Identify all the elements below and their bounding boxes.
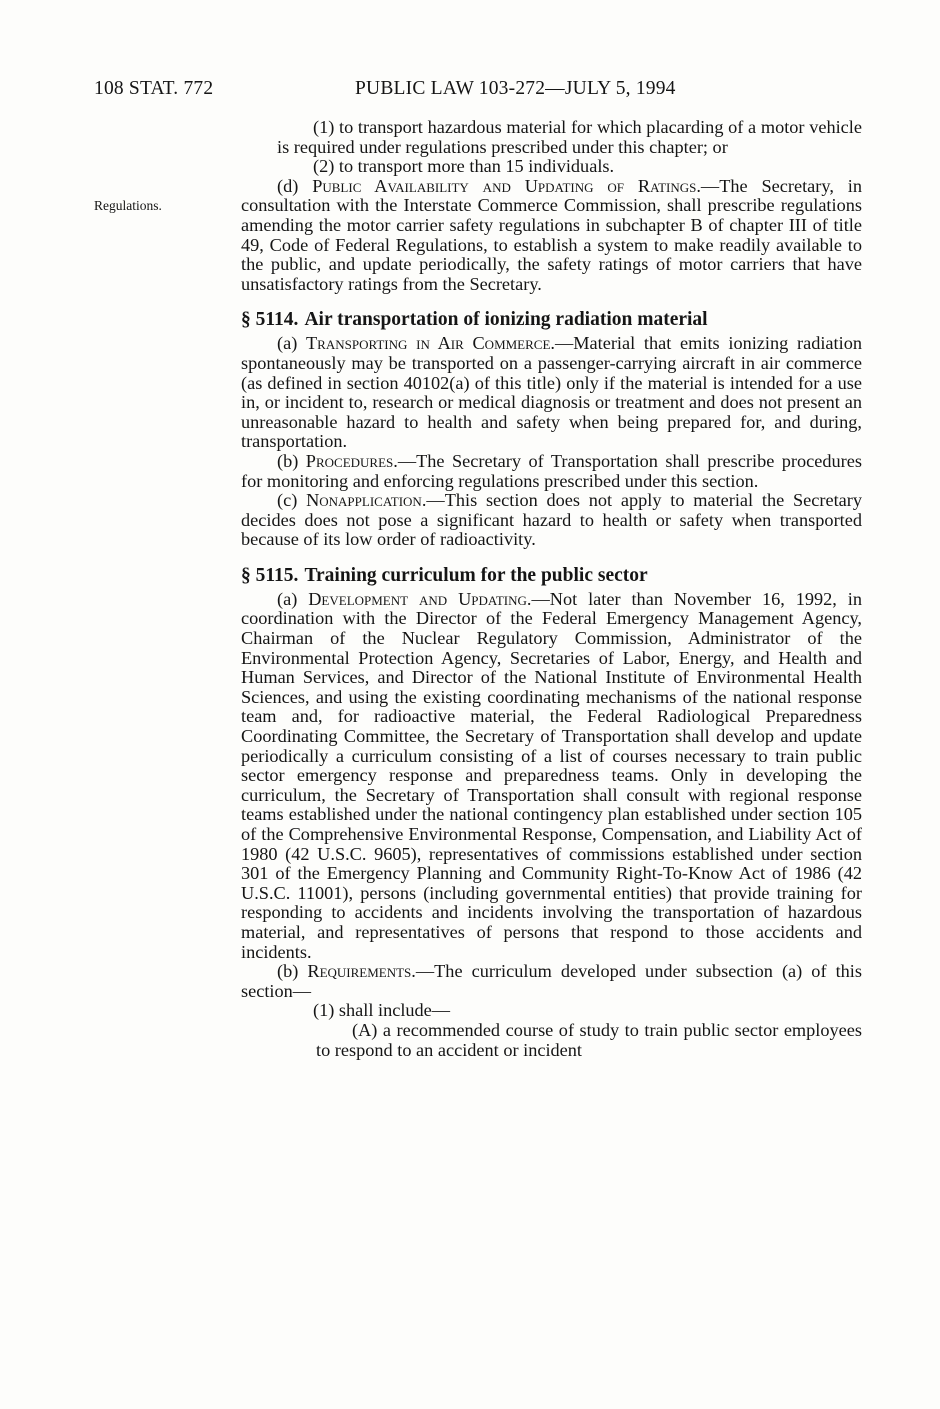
section-5114-subsection-a — [241, 334, 862, 452]
subsection-label: (b) — [277, 450, 306, 471]
subsection-label: (c) — [277, 490, 307, 511]
subsection-label: (a) — [277, 333, 307, 354]
section-5114-subsection-b — [241, 452, 862, 491]
subsection-heading: Procedures. — [305, 450, 398, 471]
paragraph-item-2: (2) to transport more than 15 individuals. — [313, 156, 615, 177]
subsection-heading: Requirements. — [307, 961, 416, 982]
section-5114-heading — [241, 309, 862, 331]
subsection-heading: Development and Updating. — [308, 588, 532, 609]
subsection-text: —This section does not apply to material the Secretary decides does not pose a significant hazard to health or safety when transported because of its low order of radioactivity. — [241, 490, 862, 550]
subsection-label: (a) — [277, 588, 309, 609]
section-5115-heading — [241, 565, 862, 587]
subparagraph-b-1-A: (A) a recommended course of study to train public sector employees to respond to an accident or incident — [316, 1019, 862, 1060]
section-number: § 5115. — [241, 564, 299, 586]
subsection-heading: Public Availability and Updating of Ratings. — [312, 175, 701, 196]
section-number: § 5114. — [241, 309, 299, 331]
subsection-text: —The curriculum developed under subsection (a) of this section— — [241, 961, 862, 1001]
section-5115-subsection-b — [241, 962, 862, 1001]
paragraph-item-1: (1) to transport hazardous material for which placarding of a motor vehicle is required under regulations prescribed under this chapter; or — [277, 117, 862, 157]
subsection-label: (b) — [277, 961, 308, 982]
subsection-text: —The Secretary, in consultation with the Interstate Commerce Commission, shall prescribe regulations amending the motor carrier safety regulations in subchapter B of chapter III of title 49, Code of Federal Regulations, to establish a system to make readily available to the public, and update periodically, the safety ratings of motor carriers that have unsatisfactory ratings from the Secretary. — [241, 175, 863, 294]
page-title: PUBLIC LAW 103-272—JULY 5, 1994 — [355, 78, 676, 99]
document-body — [241, 118, 862, 1060]
subsection-heading: Nonapplication. — [306, 490, 427, 511]
paragraph-b-1: (1) shall include— — [313, 1000, 451, 1021]
subsection-text: —Material that emits ionizing radiation spontaneously may be transported on a passenger-carrying aircraft in air commerce (as defined in section 40102(a) of this title) only if the material is intended for a use in, or incident to, research or medical diagnosis or treatment and does not present an unreasonable hazard to health and safety when being prepared for, and during, transportation. — [241, 333, 862, 452]
section-5115-subsection-a — [241, 590, 862, 962]
section-5114-subsection-c — [241, 491, 862, 550]
subsection-heading: Transporting in Air Commerce. — [306, 333, 555, 354]
section-title: Training curriculum for the public sector — [304, 564, 648, 586]
section-title: Air transportation of ionizing radiation material — [304, 309, 708, 331]
subsection-text: —Not later than November 16, 1992, in coordination with the Director of the Federal Emergency Management Agency, Chairman of the Nuclear Regulatory Commission, Administrator of the Environmental Protection Agency, Secretaries of Labor, Energy, and Health and Human Services, and Director of the National Institute of Environmental Health Sciences, and using the existing coordinating mechanisms of the national response team and, for radioactive material, the Federal Radiological Preparedness Coordinating Committee, the Secretary of Transportation shall develop and update periodically a curriculum consisting of a list of courses necessary to train public sector emergency response and preparedness teams. Only in developing the curriculum, the Secretary of Transportation shall consult with regional response teams established under the national contingency plan established under section 105 of the Comprehensive Environmental Response, Compensation, and Liability Act of 1980 (42 U.S.C. 9605), representatives of commissions established under section 301 of the Emergency Planning and Community Right-To-Know Act of 1986 (42 U.S.C. 11001), persons (including governmental entities) that provide training for responding to accidents and incidents involving the transportation of hazardous material, and representatives of persons that respond to those accidents and incidents. — [241, 588, 862, 962]
margin-note-regulations: Regulations. — [94, 198, 162, 213]
subsection-label: (d) — [277, 175, 313, 196]
subsection-text: —The Secretary of Transportation shall prescribe procedures for monitoring and enforcing regulations prescribed under this section. — [241, 450, 862, 491]
statute-page-reference: 108 STAT. 772 — [94, 78, 214, 99]
subsection-d — [241, 177, 862, 295]
